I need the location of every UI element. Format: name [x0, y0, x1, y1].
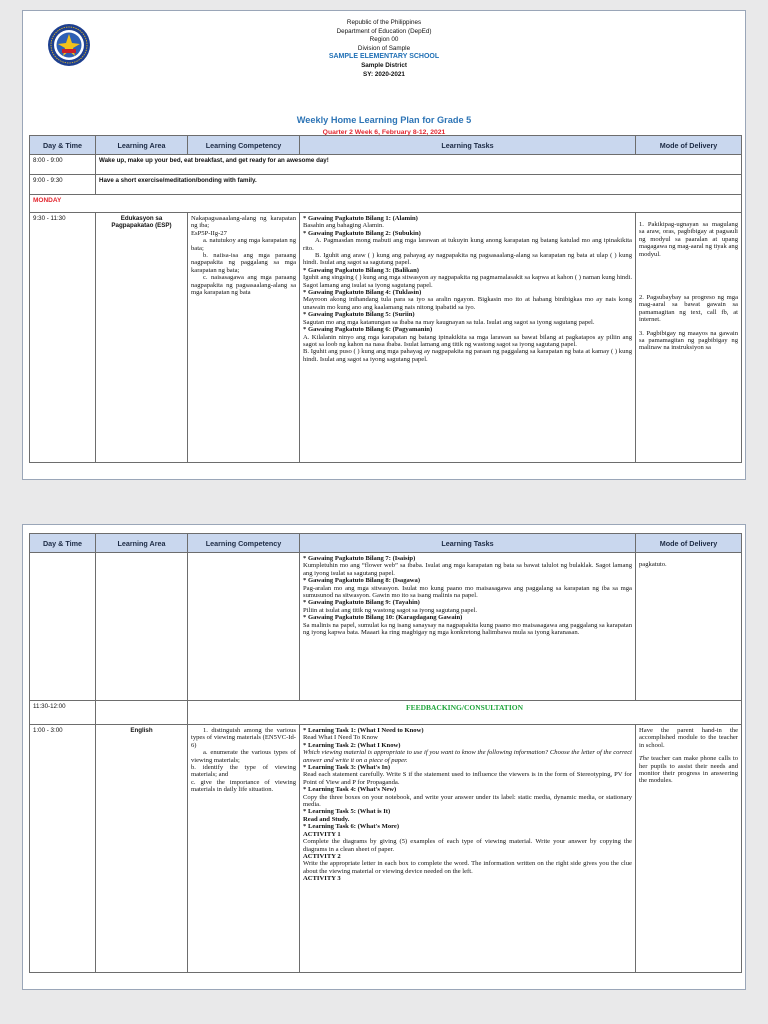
col-header: Learning Competency: [188, 534, 300, 553]
task-heading: * Learning Task 2: (What I Know): [303, 741, 401, 749]
task-heading: * Gawaing Pagkatuto Bilang 7: (Isaisip): [303, 555, 416, 562]
activity-heading: ACTIVITY 3: [303, 875, 341, 883]
time-cell: 9:30 - 11:30: [30, 213, 96, 463]
table-row: [30, 553, 742, 701]
competency-line: Nakapagsasaalang-alang ng karapatan ng iba;: [191, 215, 296, 230]
task-text: Read each statement carefully. Write S if the statement used to influence the viewers is in the form of Stereotyping, PV for Point of View and P for Propaganda.: [303, 771, 632, 786]
task-text: Iguhit ang singsing ( ) kung ang mga sitwasyon ay nagpapakita ng pagmamalasakit sa kapwa at kahon ( ) naman kung hindi. Sagot lamang ang isulat sa iyong sagutang papel.: [303, 274, 632, 289]
col-header: Learning Tasks: [300, 534, 636, 553]
document-page-1: [22, 10, 746, 480]
delivery-lead: The: [639, 755, 649, 763]
task-text: A. Kilalanin ninyo ang mga karapatan ng batang ipinakikita sa mga larawan sa bawat bilang at pagkatapos ay piliin ang sagot sa loob ng kahon na nasa ibaba. Isulat lamang ang titik ng wastong sagot sa iyong sagutang papel.: [303, 333, 632, 348]
learning-plan-table: [29, 135, 742, 463]
table-row: [30, 175, 742, 195]
table-row: [30, 195, 742, 213]
task-text: Which viewing material is appropriate to use if you want to know the following information? Choose the letter of the correct answer and write it on a piece of paper.: [303, 749, 632, 764]
region-line: Region 00: [369, 36, 399, 44]
table-header-row: [30, 136, 742, 155]
tasks-cell: [300, 553, 636, 701]
competency-cell: [188, 725, 300, 973]
competency-code: EsP5P-IIg-27: [191, 229, 227, 237]
col-header: Learning Area: [96, 136, 188, 155]
competency-cell: [188, 213, 300, 463]
col-header: Learning Area: [96, 534, 188, 553]
letterhead: [23, 19, 745, 79]
task-text: Piliin at isulat ang titik ng wastong sagot sa iyong sagutang papel.: [303, 606, 477, 614]
task-heading: * Learning Task 3: (What's In): [303, 764, 391, 772]
task-text: Basahin ang bahaging Alamin.: [303, 222, 384, 230]
routine-cell: Wake up, make up your bed, eat breakfast, and get ready for an awesome day!: [96, 155, 742, 175]
task-text: Complete the diagrams by giving (5) examples of each type of viewing material. Write your answer by copying the diagrams in a clean sheet of paper.: [303, 838, 632, 853]
competency-line: a. natutukoy ang mga karapatan ng bata;: [191, 237, 296, 252]
tasks-cell: [300, 725, 636, 973]
school-name: SAMPLE ELEMENTARY SCHOOL: [328, 53, 440, 61]
delivery-item: Have the parent hand-in the accomplished module to the teacher in school.: [639, 727, 738, 749]
task-heading: * Gawaing Pagkatuto Bilang 9: (Tayahin): [303, 599, 420, 607]
col-header: Learning Competency: [188, 136, 300, 155]
task-text: Pag-aralan mo ang mga sitwasyon. Isulat mo kung paano mo maisasagawa ang paggalang sa karapatan ng iba sa mga sumusunod na sitwasyon. Gawin mo ito sa isang malinis na papel.: [303, 584, 632, 600]
department-line: Department of Education (DepEd): [336, 27, 432, 35]
activity-heading: ACTIVITY 1: [303, 830, 341, 838]
delivery-item: pagkatuto.: [639, 561, 667, 568]
competency-line: a. enumerate the various types of viewing materials;: [191, 749, 296, 764]
learning-plan-table-continued: [29, 533, 742, 973]
school-year: SY: 2020-2021: [363, 70, 405, 78]
task-heading: * Gawaing Pagkatuto Bilang 10: (Karagdagang Gawain): [303, 614, 463, 622]
task-heading: * Learning Task 5: (What is It): [303, 808, 391, 816]
learning-area-cell: English: [96, 725, 188, 973]
feedback-banner: FEEDBACKING/CONSULTATION: [188, 701, 742, 725]
task-text: Sagutan mo ang mga katanungan sa ibaba na may kaugnayan sa tula. Isulat ang sagot sa iyong sagutang papel.: [303, 318, 595, 326]
task-heading: * Gawaing Pagkatuto Bilang 5: (Suriin): [303, 311, 415, 319]
task-heading: * Learning Task 6: (What's More): [303, 823, 400, 831]
task-heading: * Learning Task 1: (What I Need to Know): [303, 727, 424, 734]
task-text: A. Pagmasdan mong mabuti ang mga larawan at tukuyin kung anong karapatan ng batang katulad mo ang ipinakikita rito.: [303, 237, 632, 252]
col-header: Mode of Delivery: [636, 534, 742, 553]
delivery-text: teacher can make phone calls to her pupils to assist their needs and monitor their progress in answering the modules.: [639, 755, 738, 785]
delivery-item: [639, 755, 738, 785]
task-text: Write the appropriate letter in each box to complete the word. The information written on the right side gives you the clue about the viewing material or viewing device needed on the left.: [303, 860, 632, 875]
routine-cell: Have a short exercise/meditation/bonding with family.: [96, 175, 742, 195]
time-cell: 11:30-12:00: [30, 701, 96, 725]
delivery-item: 3. Pagbibigay ng maayos na gawain sa pamamagitan ng pagbibigay ng malinaw na instruksiyon sa: [639, 329, 738, 352]
delivery-cell: [636, 213, 742, 463]
delivery-cell: [636, 725, 742, 973]
table-row: [30, 701, 742, 725]
task-heading: * Learning Task 4: (What's New): [303, 786, 397, 794]
plan-title: Weekly Home Learning Plan for Grade 5: [296, 115, 472, 125]
task-text: Sa malinis na papel, sumulat ka ng isang sanaysay na nagpapakita kung paano mo maisasagawa ang paggalang sa karapatan ng iyong kapwa bata. Maaari ka ring magbigay ng mga konkretong halimbawa mula sa iyong karanasan.: [303, 621, 632, 637]
task-text: Copy the three boxes on your notebook, and write your answer under its label: static media, dynamic media, or stationary media.: [303, 793, 632, 809]
learning-area-cell: [96, 701, 188, 725]
task-text: Read What I Need To Know: [303, 734, 378, 742]
delivery-item: 2. Pagsubaybay sa progreso ng mga mag-aaral sa bawat gawain sa pamamagitan ng text, call fb, at internet.: [639, 294, 738, 324]
competency-cell: [188, 553, 300, 701]
table-header-row: [30, 534, 742, 553]
time-cell: 8:00 - 9:00: [30, 155, 96, 175]
table-row: [30, 155, 742, 175]
plan-subtitle: Quarter 2 Week 6, February 8-12, 2021: [322, 129, 446, 136]
learning-area-cell: [96, 553, 188, 701]
competency-line: b. naiisa-isa ang mga paraang nagpapakita ng paggalang sa mga karapatan ng bata;: [191, 252, 296, 274]
document-page-2: [22, 524, 746, 990]
time-cell: 9:00 - 9:30: [30, 175, 96, 195]
task-heading: * Gawaing Pagkatuto Bilang 8: (Isagawa): [303, 577, 421, 585]
time-cell: 1:00 - 3:00: [30, 725, 96, 973]
col-header: Learning Tasks: [300, 136, 636, 155]
task-text: B. Iguhit ang puso ( ) kung ang mga pahayag ay nagpapakita ng paraan ng paggalang sa karapatan ng bata at kamay ( ) kung hindi. Isulat ang sagot sa iyong sagutang papel.: [303, 348, 632, 363]
country-line: Republic of the Philippines: [346, 19, 422, 26]
col-header: Day & Time: [30, 136, 96, 155]
task-text: B. Iguhit ang araw ( ) kung ang pahayag ay nagpapakita ng pagsasaalang-alang sa karapatan ng bata at ulap ( ) kung hindi. Isulat ang sagot sa sagutang papel.: [303, 252, 632, 267]
activity-heading: ACTIVITY 2: [303, 852, 341, 860]
division-line: Division of Sample: [357, 44, 411, 52]
competency-line: c. naisasagawa ang mga paraang nagpapakita ng pagsasaalang-alang sa mga karapatan ng bata: [191, 274, 296, 297]
task-heading: * Gawaing Pagkatuto Bilang 1: (Alamin): [303, 215, 418, 222]
col-header: Day & Time: [30, 534, 96, 553]
task-heading: * Gawaing Pagkatuto Bilang 4: (Tuklasin): [303, 289, 422, 297]
tasks-cell: [300, 213, 636, 463]
table-row: [30, 725, 742, 973]
time-cell: [30, 553, 96, 701]
delivery-item: 1. Pakikipag-ugnayan sa magulang sa araw, oras, pagbibigay at pagsauli ng modyul sa paaralan at upang magagawa ng mag-aaral ng tiyak ang modyul.: [639, 221, 738, 258]
district-line: Sample District: [361, 61, 407, 69]
day-label: MONDAY: [30, 195, 742, 213]
task-heading: * Gawaing Pagkatuto Bilang 6: (Pagyamanin): [303, 326, 433, 334]
table-row: [30, 213, 742, 463]
task-heading: * Gawaing Pagkatuto Bilang 2: (Subukin): [303, 229, 421, 237]
learning-area-cell: Edukasyon sa Pagpapakatao (ESP): [96, 213, 188, 463]
task-text: Read and Study.: [303, 815, 350, 823]
delivery-cell: [636, 553, 742, 701]
competency-line: 1. distinguish among the various types of viewing materials (EN5VC-Id-6): [191, 727, 296, 749]
col-header: Mode of Delivery: [636, 136, 742, 155]
competency-line: c. give the importance of viewing materials in daily life situation.: [191, 778, 296, 794]
competency-line: b. identify the type of viewing materials; and: [191, 764, 296, 779]
task-text: Mayroon akong inihandang tula para sa iyo sa aralin ngayon. Bigkasin mo ito at habang binibigkas mo ay nais kong unawain mo kung ano ang kaalamang nais nitong ipabatid sa iyo.: [303, 296, 632, 311]
task-text: Kumpletuhin mo ang “flower web” sa ibaba. Isulat ang mga karapatan ng bata sa bawat talulot ng bulaklak. Sagot lamang ang iyong isulat sa sagutang papel.: [303, 562, 632, 577]
task-heading: * Gawaing Pagkatuto Bilang 3: (Balikan): [303, 266, 419, 274]
